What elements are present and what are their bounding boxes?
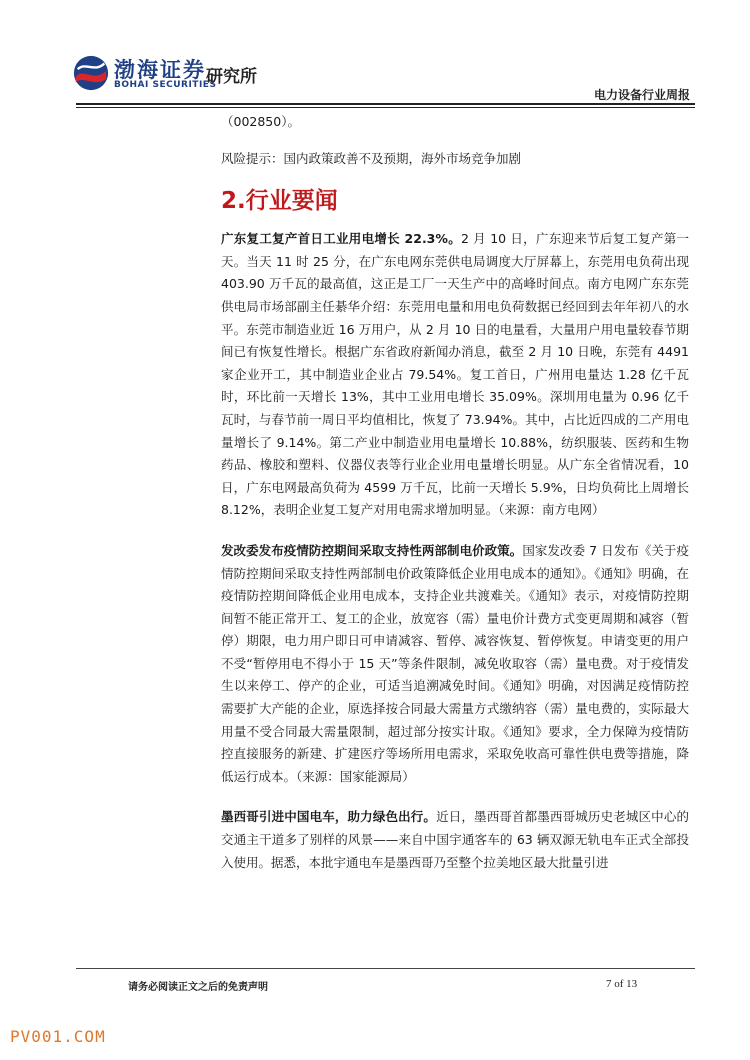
news-item (221, 806, 689, 874)
bohai-logo-icon (72, 54, 110, 92)
news-headline: 广东复工复产首日工业用电增长 22.3%。 (221, 231, 461, 247)
news-headline: 墨西哥引进中国电车，助力绿色出行。 (221, 809, 437, 825)
news-text: 国家发改委 7 日发布《关于疫情防控期间采取支持性两部制电价政策降低企业用电成本的通知》。《通知》明确，在疫情防控期间降低企业用电成本，支持企业共渡难关。《通知》表示，对疫情防控期间暂不能正常开工、复工的企业，放宽容（需）量电价计费方式变更周期和减容（暂停）期限，电力用户即日可申请减容、暂停、减容恢复、暂停恢复。申请变更的用户不受“暂停用电不得小于 15 天”等条件限制，减免收取容（需）量电费。对于疫情发生以来停工、停产的企业，可适当追溯减免时间。《通知》明确，对因满足疫情防控需要扩大产能的企业，原选择按合同最大需量方式缴纳容（需）量电费的，实际最大用量不受合同最大需量限制，超过部分按实计取。《通知》要求，全力保障为疫情防控直接服务的新建、扩建医疗等场所用电需求，采取免收高可靠性供电费等措施，降低运行成本。（来源：国家能源局） (221, 542, 689, 784)
header-divider (76, 103, 695, 105)
news-text: 近日，墨西哥首都墨西哥城历史老城区中心的交通主干道多了别样的风景——来自中国宇通客车的 63 辆双源无轨电车正式全部投入使用。据悉，本批宇通电车是墨西哥乃至整个拉美地区最大批量引进 (221, 809, 689, 870)
stock-code-line: （002850）。 (221, 114, 300, 129)
logo-english-name: BOHAI SECURITIES (114, 80, 217, 90)
footer-divider (76, 968, 695, 969)
news-list (221, 228, 689, 874)
news-headline: 发改委发布疫情防控期间采取支持性两部制电价政策。 (221, 542, 523, 558)
section-heading: 2.行业要闻 (221, 188, 338, 215)
page-number: 7 of 13 (606, 978, 638, 990)
report-body (221, 111, 689, 892)
watermark: PV001.COM (10, 1027, 106, 1046)
risk-warning: 风险提示：国内政策政善不及预期，海外市场竞争加剧 (221, 150, 522, 166)
header-divider-thin (76, 107, 695, 108)
news-item (221, 228, 689, 522)
footer-disclaimer: 请务必阅读正文之后的免责声明 (128, 982, 268, 993)
institute-label: 研究所 (206, 67, 257, 87)
news-item (221, 540, 689, 789)
news-text: 2 月 10 日，广东迎来节后复工复产第一天。当天 11 时 25 分，在广东电网东莞供电局调度大厅屏幕上，东莞用电负荷出现 403.90 万千瓦的最高值，这正是工厂一天生产中的高峰时间点。南方电网广东东莞供电局市场部副主任綦华介绍：东莞用电量和用电负荷数据已经回到去年年初八的水平。东莞市制造业近 16 万用户，从 2 月 10 日的电量看，大量用户用电量较春节期间已有恢复性增长。根据广东省政府新闻办消息，截至 2 月 10 日晚，东莞有 4491 家企业开工，其中制造业企业占 79.54%。复工首日，广州用电量达 1.28 亿千瓦时，环比前一天增长 13%，其中工业用电增长 35.09%。深圳用电量为 0.96 亿千瓦时，与春节前一周日平均值相比，恢复了 73.94%。其中，占比近四成的二产用电量增长了 9.14%。第二产业中制造业用电量增长 10.88%，纺织服装、医药和生物药品、橡胶和塑料、仪器仪表等行业企业用电量增长明显。从广东全省情况看，10 日，广东电网最高负荷为 4599 万千瓦，比前一天增长 5.9%，日均负荷比上周增长 8.12%，表明企业复工复产对用电需求增加明显。（来源：南方电网） (221, 231, 689, 518)
logo-chinese-name: 渤海证券 (114, 58, 206, 82)
report-type: 电力设备行业周报 (593, 88, 690, 102)
